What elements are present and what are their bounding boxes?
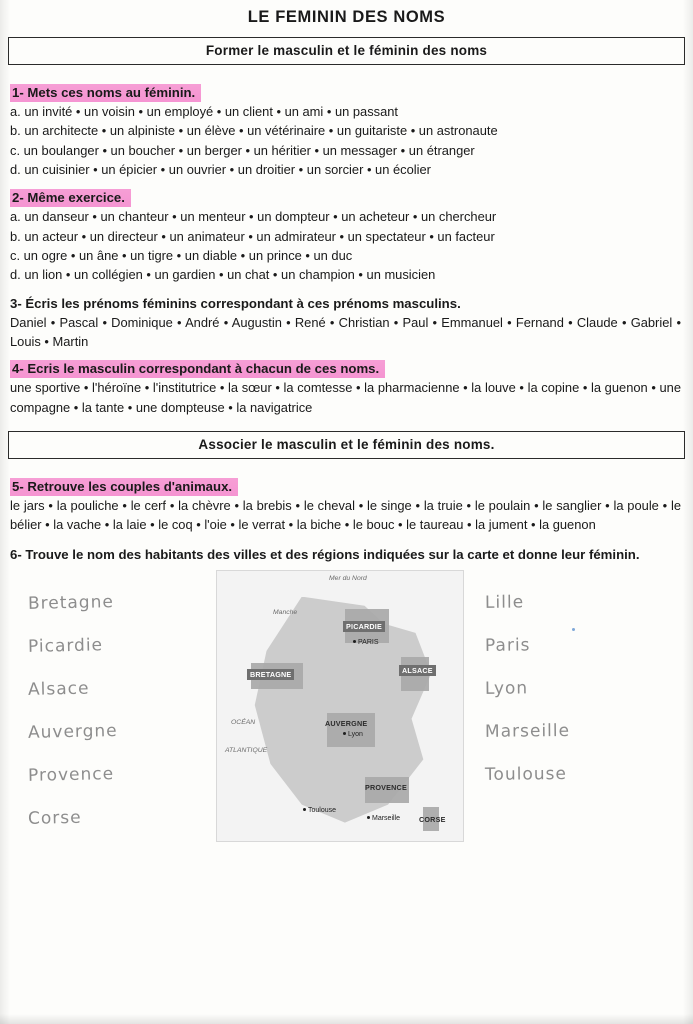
map-label-picardie: PICARDIE	[343, 621, 385, 632]
exercise-3-heading: 3- Écris les prénoms féminins correspondant à ces prénoms masculins.	[10, 295, 461, 311]
handwritten-answer-toulouse: Toulouse	[484, 763, 567, 785]
exercise-2-heading-text: 2- Même exercice.	[10, 189, 131, 207]
exercise-3-body: Daniel • Pascal • Dominique • André • Augustin • René • Christian • Paul • Emmanuel • Fernand • Claude • Gabriel • Louis • Martin	[10, 314, 681, 349]
map-label-bretagne: BRETAGNE	[247, 669, 294, 680]
worksheet-content	[0, 75, 693, 417]
map-city-marseille: Marseille	[367, 815, 400, 822]
exercise-2-line-a: a. un danseur • un chanteur • un menteur • un dompteur • un acheteur • un chercheur	[10, 209, 497, 225]
map-city-lyon: Lyon	[343, 731, 363, 738]
worksheet-content-2	[0, 469, 693, 562]
exercise-2-line-d: d. un lion • un collégien • un gardien • un chat • un champion • un musicien	[10, 267, 436, 283]
exercise-1-heading	[10, 85, 201, 100]
exercise-2-line-b: b. un acteur • un directeur • un animateur • un admirateur • un spectateur • un facteur	[10, 228, 495, 244]
map-label-provence: PROVENCE	[365, 782, 407, 792]
handwritten-answer-alsace: Alsace	[27, 678, 90, 700]
map-city-toulouse: Toulouse	[303, 807, 336, 814]
exercise-6-heading: 6- Trouve le nom des habitants des villes et des régions indiquées sur la carte et donne leur féminin.	[10, 546, 640, 562]
map-answer-area	[0, 570, 693, 840]
handwritten-answer-corse: Corse	[27, 807, 82, 829]
handwritten-left-column	[28, 592, 208, 850]
exercise-2-heading	[10, 190, 131, 205]
exercise-4-body: une sportive • l'héroïne • l'institutrice • la sœur • la comtesse • la pharmacienne • la louve • la copine • la guenon • une compagne • la tante • une dompteuse • la navigatrice	[10, 380, 681, 415]
handwritten-answer-provence: Provence	[27, 763, 115, 786]
exercise-5-body: le jars • la pouliche • le cerf • la chèvre • la brebis • le cheval • le singe • la truie • le poulain • le sanglier • la poule • le bélier • la vache • la laie • le coq • l'oie • le verrat • la biche • le bouc • le taureau • la jument • la guenon	[10, 497, 681, 533]
exercise-1-line-c: c. un boulanger • un boucher • un berger • un héritier • un messager • un étranger	[10, 142, 475, 158]
map-sea-manche: Manche	[273, 608, 298, 616]
page-title: LE FEMININ DES NOMS	[247, 8, 446, 26]
exercise-4-heading	[10, 361, 385, 376]
exercise-1-line-d: d. un cuisinier • un épicier • un ouvrier • un droitier • un sorcier • un écolier	[10, 161, 431, 177]
map-sea-mer-du-nord: Mer du Nord	[329, 574, 367, 582]
map-label-alsace: ALSACE	[399, 665, 436, 676]
section-banner-former: Former le masculin et le féminin des noms	[8, 37, 685, 65]
handwritten-answer-picardie: Picardie	[27, 634, 104, 657]
map-label-auvergne: AUVERGNE	[325, 718, 368, 728]
map-sea-atlantique: ATLANTIQUE	[225, 746, 268, 754]
exercise-4-heading-text: 4- Ecris le masculin correspondant à chacun de ces noms.	[10, 360, 385, 378]
exercise-2-line-c: c. un ogre • un âne • un tigre • un diable • un prince • un duc	[10, 247, 353, 263]
france-map-image	[216, 570, 464, 842]
handwritten-answer-lille: Lille	[484, 592, 525, 613]
exercise-5	[10, 469, 681, 535]
exercise-2-body	[10, 208, 681, 284]
page-edge-right-shadow	[683, 0, 693, 1024]
exercise-1-body	[10, 103, 681, 179]
exercise-1-heading-text: 1- Mets ces noms au féminin.	[10, 84, 201, 102]
exercise-5-heading-text: 5- Retrouve les couples d'animaux.	[10, 478, 238, 496]
section-banner-associer: Associer le masculin et le féminin des noms.	[8, 431, 685, 459]
map-city-paris: PARIS	[353, 639, 379, 646]
handwritten-answer-paris: Paris	[484, 635, 531, 656]
map-sea-ocean: OCÉAN	[231, 718, 256, 726]
handwritten-answer-lyon: Lyon	[484, 678, 529, 699]
handwritten-answer-bretagne: Bretagne	[27, 591, 115, 614]
page-edge-left-shadow	[0, 0, 10, 1024]
map-label-corse: CORSE	[419, 814, 446, 824]
exercise-2	[10, 180, 681, 284]
exercise-1-line-b: b. un architecte • un alpiniste • un élève • un vétérinaire • un guitariste • un astronaute	[10, 123, 498, 139]
handwritten-answer-auvergne: Auvergne	[27, 720, 118, 743]
exercise-5-heading	[10, 479, 238, 494]
handwritten-answer-marseille: Marseille	[484, 720, 571, 742]
exercise-4	[10, 351, 681, 417]
page-edge-bottom-shadow	[0, 1014, 693, 1024]
exercise-1-line-a: a. un invité • un voisin • un employé • un client • un ami • un passant	[10, 104, 399, 119]
exercise-3	[10, 286, 681, 352]
handwritten-right-column	[485, 592, 645, 807]
exercise-1	[10, 75, 681, 179]
exercise-6	[10, 547, 681, 562]
